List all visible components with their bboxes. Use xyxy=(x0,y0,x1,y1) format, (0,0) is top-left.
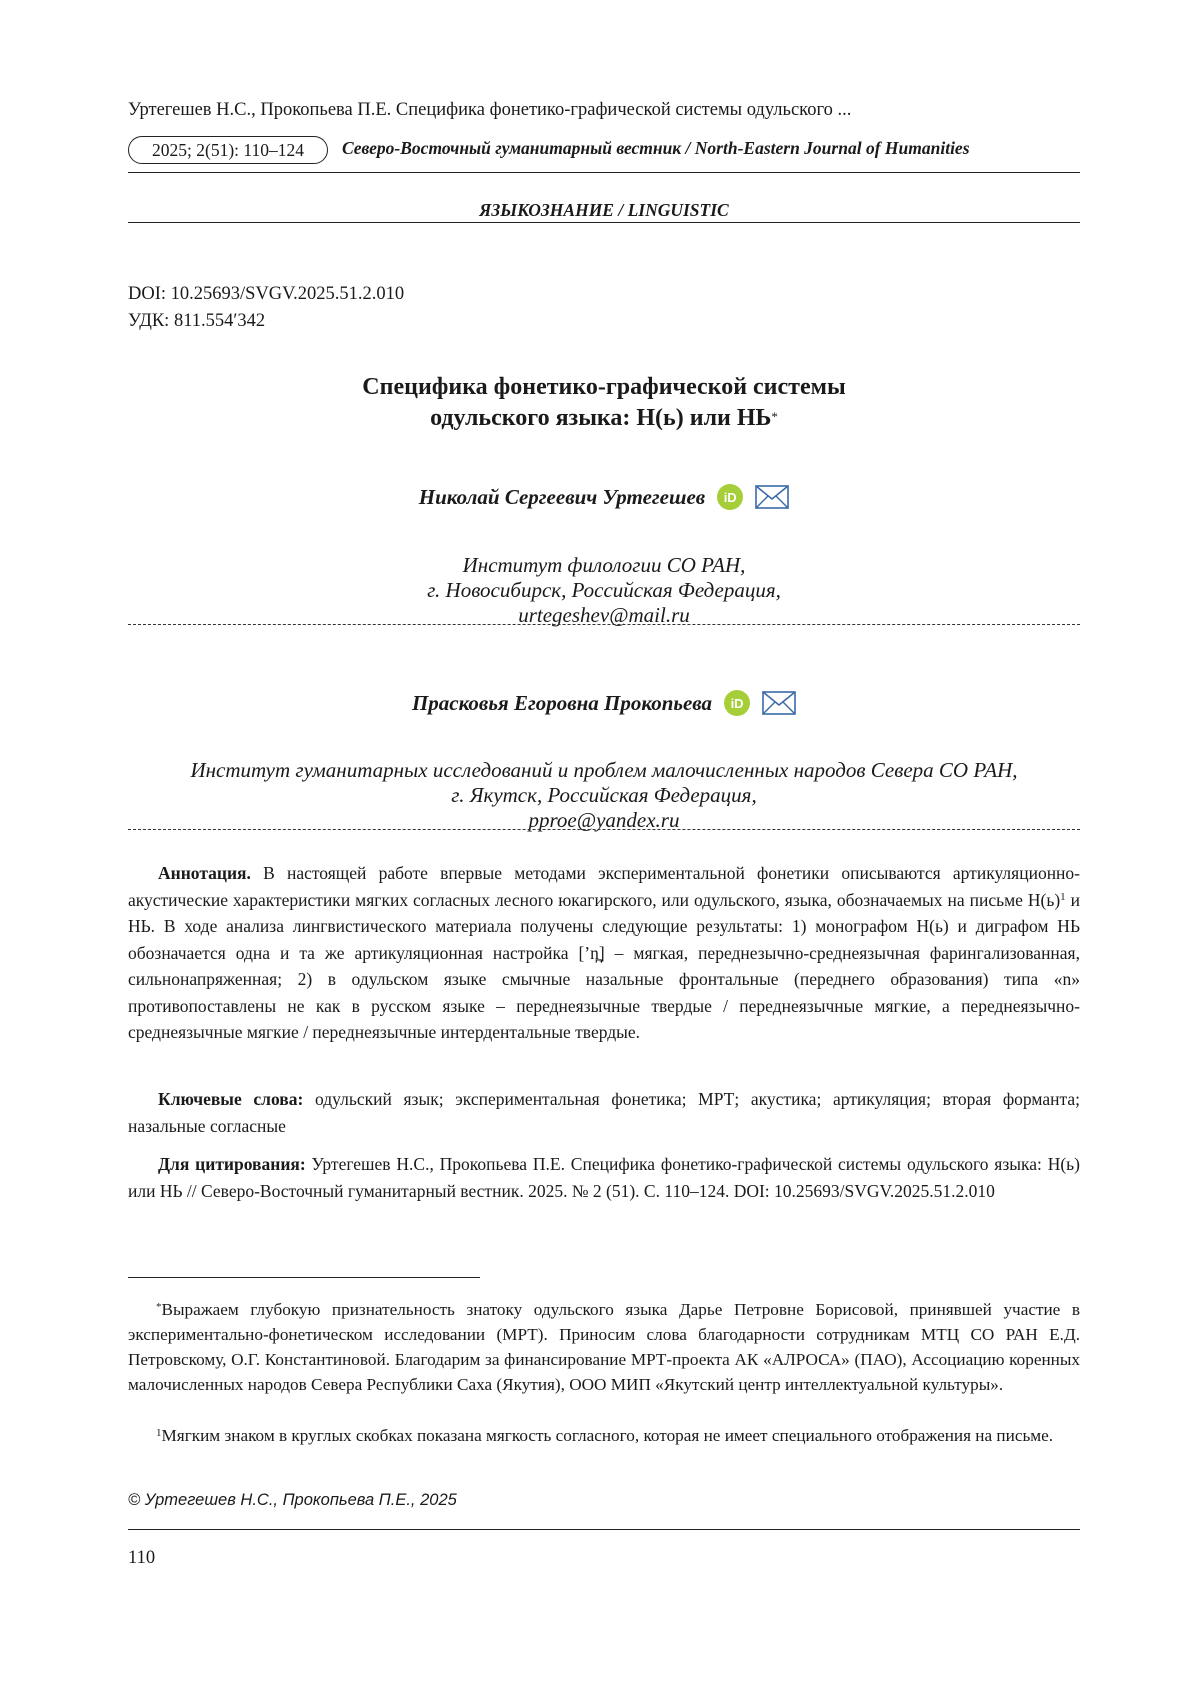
abstract-footnote-mark[interactable]: 1 xyxy=(1060,890,1066,903)
udk: УДК: 811.554′342 xyxy=(128,311,266,331)
footnote-rule xyxy=(128,1277,480,1278)
section-rule xyxy=(128,222,1080,223)
abstract xyxy=(128,860,1080,1046)
footnote-2-mark: 1 xyxy=(156,1427,162,1439)
citation-label: Для цитирования: xyxy=(158,1154,306,1174)
title-line-2 xyxy=(128,403,1080,434)
author-2 xyxy=(128,690,1080,716)
section-label: ЯЗЫКОЗНАНИЕ / LINGUISTIC xyxy=(479,200,729,220)
abstract-text-part-1: В настоящей работе впервые методами экспериментальной фонетики описываются артикуляционно-акустические характеристики мягких согласных лесного юкагирского, или одульского, языка, обозначаемых на письме Н(ь) xyxy=(128,863,1080,910)
author-1-separator xyxy=(128,624,1080,625)
mail-icon[interactable] xyxy=(762,691,796,715)
citation xyxy=(128,1151,1080,1204)
title-line-1: Специфика фонетико-графической системы xyxy=(362,374,846,400)
footer-rule xyxy=(128,1529,1080,1530)
citation-text: Уртегешев Н.С., Прокопьева П.Е. Специфика фонетико-графической системы одульского языка: Н(ь) или НЬ // Северо-Восточный гуманитарный вестник. 2025. № 2 (51). С. 110–124. DOI: 10.25693/SVGV.2025.51.2.010 xyxy=(128,1154,1080,1201)
footnote-2-text: Мягким знаком в круглых скобках показана мягкость согласного, которая не имеет специального отображения на письме. xyxy=(161,1426,1054,1445)
orcid-icon[interactable]: iD xyxy=(724,690,750,716)
page-number: 110 xyxy=(128,1548,156,1568)
copyright: © Уртегешев Н.С., Прокопьева П.Е., 2025 xyxy=(128,1491,457,1509)
author-2-email[interactable]: pproe@yandex.ru xyxy=(528,808,680,832)
title-line-2-text: одульского языка: Н(ь) или НЬ xyxy=(430,405,772,431)
author-2-affiliation xyxy=(128,758,1080,833)
footnote-soft-sign xyxy=(128,1423,1080,1448)
author-1-name: Николай Сергеевич Уртегешев xyxy=(418,484,706,509)
mail-icon[interactable] xyxy=(755,485,789,509)
issue-text: 2025; 2(51): 110–124 xyxy=(152,139,304,160)
abstract-text-part-2: и НЬ. В ходе анализа лингвистического материала получены следующие результаты: 1) монографом Н(ь) и диграфом НЬ обозначается одна и та же артикуляционная настройка [ʼn̪] – мягкая, переднезычно-среднеязычная фарингализованная, сильнонапряженная; 2) в одульском языке смычные назальные фронтальные (переднего образования) типа «n» противопоставлены не как в русском языке – переднеязычные твердые / переднеязычные мягкие, а переднеязычно-среднеязычные мягкие / переднеязычные интердентальные твердые. xyxy=(128,889,1080,1042)
header-rule xyxy=(128,172,1080,173)
issue-badge xyxy=(128,136,328,164)
article-title xyxy=(128,372,1080,434)
footnote-1-mark: * xyxy=(156,1301,162,1313)
author-1 xyxy=(128,484,1080,510)
orcid-icon[interactable]: iD xyxy=(717,484,743,510)
running-head: Уртегешев Н.С., Прокопьева П.Е. Специфика фонетико-графической системы одульского ... xyxy=(128,100,852,120)
keywords-label: Ключевые слова: xyxy=(158,1089,304,1109)
author-2-city: г. Якутск, Российская Федерация, xyxy=(451,783,757,807)
title-footnote-mark[interactable]: * xyxy=(771,409,778,424)
author-1-institute: Институт филологии СО РАН, xyxy=(462,553,746,577)
author-1-city: г. Новосибирск, Российская Федерация, xyxy=(427,578,781,602)
journal-name: Северо-Восточный гуманитарный вестник / North-Eastern Journal of Humanities xyxy=(342,138,970,158)
author-1-affiliation xyxy=(128,553,1080,628)
keywords-text: одульский язык; экспериментальная фонетика; МРТ; акустика; артикуляция; вторая форманта; назальные согласные xyxy=(128,1089,1080,1136)
footnote-acknowledgement xyxy=(128,1297,1080,1397)
author-1-email[interactable]: urtegeshev@mail.ru xyxy=(518,603,690,627)
keywords xyxy=(128,1086,1080,1139)
abstract-label: Аннотация. xyxy=(158,863,251,883)
author-2-institute: Институт гуманитарных исследований и проблем малочисленных народов Севера СО РАН, xyxy=(190,758,1018,782)
author-2-separator xyxy=(128,829,1080,830)
doi: DOI: 10.25693/SVGV.2025.51.2.010 xyxy=(128,284,405,304)
author-2-name: Прасковья Егоровна Прокопьева xyxy=(411,690,713,715)
footnote-1-text: Выражаем глубокую признательность знатоку одульского языка Дарье Петровне Борисовой, принявшей участие в экспериментально-фонетическом исследовании (МРТ). Приносим слова благодарности сотрудникам МТЦ СО РАН Е.Д. Петровскому, О.Г. Константиновой. Благодарим за финансирование МРТ-проекта АК «АЛРОСА» (ПАО), Ассоциацию коренных малочисленных народов Севера Республики Саха (Якутия), ООО МИП «Якутский центр интеллектуальной культуры». xyxy=(128,1300,1080,1394)
